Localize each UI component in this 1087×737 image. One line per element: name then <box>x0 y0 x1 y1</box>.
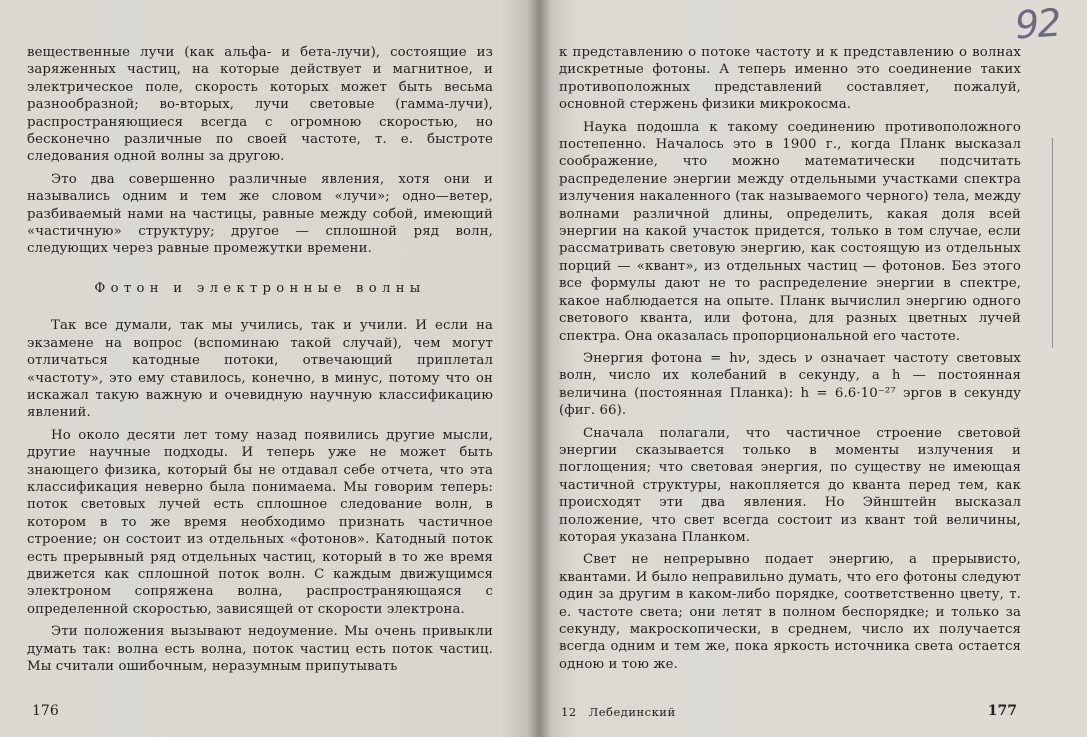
signature-number: 12 <box>561 705 577 719</box>
page-number-right: 177 <box>987 703 1017 719</box>
paragraph: Эти положения вызывают недоумение. Мы очень привыкли думать так: волна есть волна, поток частиц есть поток частиц. Мы считали ошибочным, неразумным припутывать <box>27 624 493 674</box>
left-page <box>0 0 527 737</box>
paragraph: к представлению о потоке частоту и к представлению о волнах дискретные фотоны. А теперь именно это соединение таких противоположных представлений составляет, пожалуй, основной стержень физики микрокосма. <box>559 45 1021 113</box>
paragraph: Свет не непрерывно подает энергию, а прерывисто, квантами. И было неправильно думать, что его фотоны следуют один за другим в каком-либо порядке, соответственно цвету, т. е. частоте света; они летят в полном беспорядке; и только за секунду, макроскопически, в среднем, число их получается всегда одним и тем же, пока яркость источника света остается одною и тою же. <box>559 552 1021 672</box>
section-heading: Фотон и электронные волны <box>94 280 426 296</box>
right-page-text <box>559 44 1021 673</box>
paragraph: Сначала полагали, что частичное строение световой энергии сказывается только в моменты излучения и поглощения; что световая энергия, по существу не имеющая частичной структуры, накопляется до кванта перед тем, как происходят эти два явления. Но Эйнштейн высказал положение, что свет всегда состоит из квант той величины, которая указана Планком. <box>559 425 1021 545</box>
paragraph: Это два совершенно различные явления, хотя они и назывались одним и тем же словом «лучи»; одно—ветер, разбиваемый нами на частицы, равные между собой, имеющий «частичную» структуру; другое — сплошной ряд волн, следующих через равные промежутки времени. <box>27 171 493 257</box>
pencil-margin-mark <box>1044 138 1053 348</box>
signature-name: Лебединский <box>588 705 676 719</box>
paragraph: Так все думали, так мы учились, так и учили. И если на экзамене на вопрос (вспоминаю такой случай), чем могут отличаться катодные потоки, отвечающий приплетал «частоту», это ему ставилось, конечно, в минус, потому что он искажал такую важную и очевидную научную классификацию явлений. <box>27 318 493 421</box>
page-number-left: 176 <box>32 703 59 719</box>
left-page-text <box>27 44 493 675</box>
paragraph: Наука подошла к такому соединению противоположного постепенно. Началось это в 1900 г., когда Планк высказал соображение, что можно математически подсчитать распределение энергии между отдельными участками спектра излучения накаленного (так называемого черного) тела, между волнами различной длины, определить, какая доля всей энергии на какой участок придется, только в том случае, если рассматривать световую энергию, как состоящую из отдельных порций — «квант», из отдельных частиц — фотонов. Без этого все формулы дают не то распределение энергии в спектре, какое наблюдается на опыте. Планк вычислил энергию одного светового кванта, или фотона, для разных цветных лучей спектра. Она оказалась пропорциональной его частоте. <box>559 119 1021 344</box>
paragraph: Но около десяти лет тому назад появились другие мысли, другие научные подходы. И теперь уже не может быть знающего физика, который бы не отдавал себе отчета, что эта классификация неверно была понимаема. Мы говорим теперь: поток световых лучей есть сплошное следование волн, в котором в то же время необходимо признать частичное строение; он состоит из отдельных «фотонов». Катодный поток есть прерывный ряд отдельных частиц, который в то же время движется как сплошной поток волн. С каждым движущимся электроном сопряжена волна, распространяющаяся с определенной скоростью, зависящей от скорости электрона. <box>27 427 493 617</box>
handwritten-archive-number: 92 <box>1013 0 1061 48</box>
printer-signature <box>561 705 676 719</box>
paragraph: вещественные лучи (как альфа- и бета-лучи), состоящие из заряженных частиц, на которые действует и магнитное, и электрическое поле, скорость которых может быть весьма разнообразной; во-вторых, лучи световые (гамма-лучи), распространяющиеся всегда с огромною скоростью, но бесконечно различные по своей частоте, т. е. быстроте следования одной волны за другою. <box>27 45 493 165</box>
paragraph: Энергия фотона = hν, здесь ν означает частоту световых волн, число их колебаний в секунду, а h — постоянная величина (постоянная Планка): h = 6.6·10⁻²⁷ эргов в секунду (фиг. 66). <box>559 350 1021 419</box>
right-page <box>531 0 1087 737</box>
